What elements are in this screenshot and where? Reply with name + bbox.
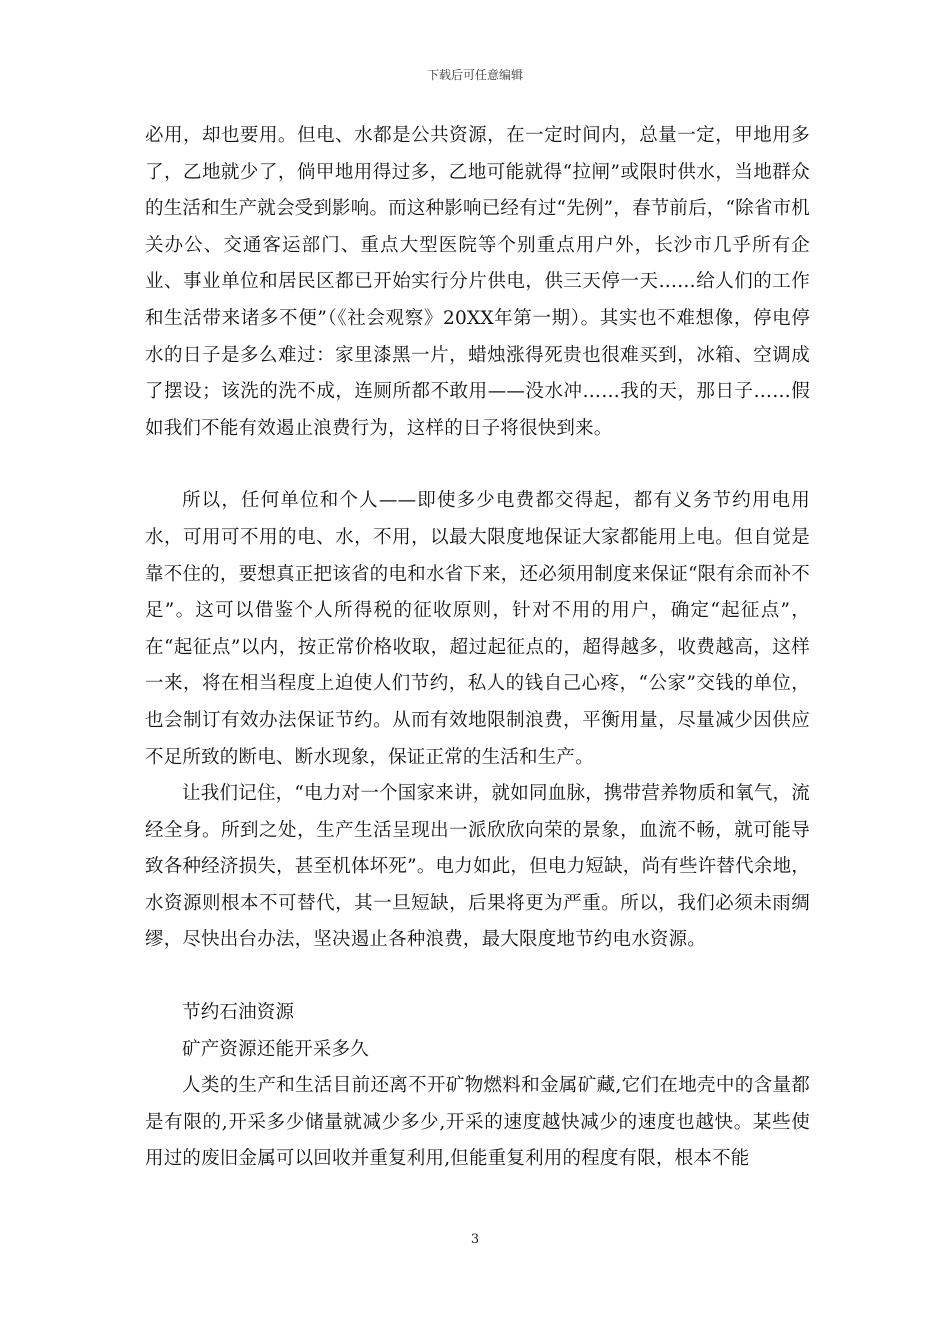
paragraph-gap [145, 959, 810, 995]
subsection-heading: 矿产资源还能开采多久 [182, 1038, 370, 1060]
paragraph-1: 必用，却也要用。但电、水都是公共资源，在一定时间内，总量一定，甲地用多了，乙地就少了，倘甲地用得过多，乙地可能就得“拉闸”或限时供水，当地群众的生活和生产就会受到影响。而这种影响已经有过“先例”，春节前后，“除省市机关办公、交通客运部门、重点大型医院等个别重点用户外，长沙市几乎所有企业、事业单位和居民区都已开始实行分片供电，供三天停一天……给人们的工作和生活带来诸多不便”（《社会观察》20XX年第一期）。其实也不难想像，停电停水的日子是多么难过：家里漆黑一片，蜡烛涨得死贵也很难买到，冰箱、空调成了摆设；该洗的洗不成，连厕所都不敢用——没水冲……我的天，那日子……假如我们不能有效遏止浪费行为，这样的日子将很快到来。 [145, 125, 810, 439]
document-body [145, 118, 810, 1178]
page-number: 3 [470, 1232, 480, 1247]
section-heading: 节约石油资源 [182, 1002, 295, 1024]
paragraph-4: 人类的生产和生活目前还离不开矿物燃料和金属矿藏,它们在地壳中的含量都是有限的,开采多少储量就减少多少,开采的速度越快减少的速度也越快。某些使用过的废旧金属可以回收并重复利用,但能重复利用的程度有限，根本不能 [145, 1075, 810, 1170]
paragraph-2: 所以，任何单位和个人——即使多少电费都交得起，都有义务节约用电用水，可用可不用的电、水，不用，以最大限度地保证大家都能用上电。但自觉是靠不住的，要想真正把该省的电和水省下来，还必须用制度来保证“限有余而补不足”。这可以借鉴个人所得税的征收原则，针对不用的用户，确定“起征点”，在“起征点”以内，按正常价格收取，超过起征点的，超得越多，收费越高，这样一来，将在相当程度上迫使人们节约，私人的钱自己心疼，“公家”交钱的单位，也会制订有效办法保证节约。从而有效地限制浪费，平衡用量，尽量减少因供应不足所致的断电、断水现象，保证正常的生活和生产。 [145, 490, 810, 768]
page-header: 下载后可任意编辑 [426, 68, 523, 82]
paragraph-gap [145, 447, 810, 483]
paragraph-3: 让我们记住，“电力对一个国家来讲，就如同血脉，携带营养物质和氧气，流经全身。所到之处，生产生活呈现出一派欣欣向荣的景象，血流不畅，就可能导致各种经济损失，甚至机体坏死”。电力如此，但电力短缺，尚有些许替代余地，水资源则根本不可替代，其一旦短缺，后果将更为严重。所以，我们必须未雨绸缪，尽快出台办法，坚决遏止各种浪费，最大限度地节约电水资源。 [145, 783, 810, 951]
